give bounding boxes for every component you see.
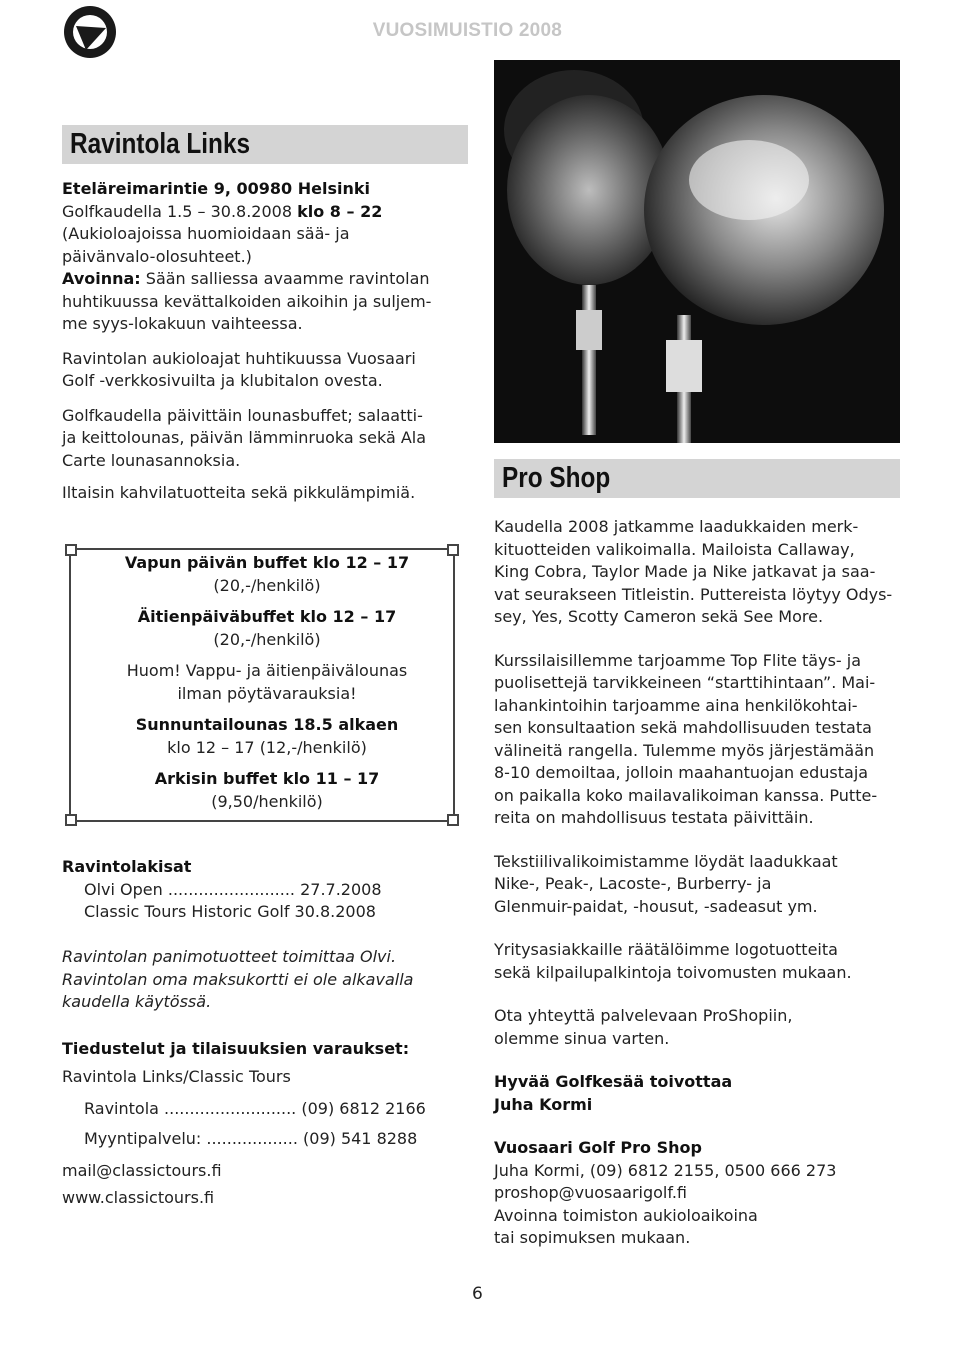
ps-c2: Nike-, Peak-, Lacoste-, Burberry- ja xyxy=(494,874,772,893)
ps-e1: Ota yhteyttä palvelevaan ProShopiin, xyxy=(494,1006,793,1025)
box-line-10: (9,50/henkilö) xyxy=(211,791,323,811)
address: Eteläreimarintie 9, 00980 Helsinki xyxy=(62,179,370,198)
box-line-8: klo 12 – 17 (12,-/henkilö) xyxy=(167,737,367,757)
notes-section xyxy=(62,946,472,1014)
proshop-title-text: Pro Shop xyxy=(502,462,611,494)
note-1: Ravintolan panimotuotteet toimittaa Olvi. xyxy=(62,947,397,966)
phone-sales: Myyntipalvelu: .................. (09) 541 8288 xyxy=(84,1128,418,1148)
ps-b1: Kurssilaisillemme tarjoamme Top Flite täys- ja xyxy=(494,650,862,670)
box-line-9: Arkisin buffet klo 11 – 17 xyxy=(154,769,380,788)
section-title-ravintola xyxy=(62,125,468,164)
box-line-1: Vapun päivän buffet klo 12 – 17 xyxy=(124,553,410,572)
ps-f2: Juha Kormi xyxy=(494,1094,593,1114)
ps-b5: välineitä rangella. Tulemme myös järjestämään xyxy=(494,740,875,760)
open-label: Avoinna: xyxy=(62,269,141,288)
ps-g4: Avoinna toimiston aukioloaikoina xyxy=(494,1205,758,1225)
box-line-2: (20,-/henkilö) xyxy=(213,575,321,595)
ps-g5: tai sopimuksen mukaan. xyxy=(494,1228,691,1247)
section-title-text: Ravintola Links xyxy=(70,128,251,160)
note-3: kaudella käytössä. xyxy=(62,992,212,1011)
event-2: Classic Tours Historic Golf 30.8.2008 xyxy=(84,902,376,921)
ps-g2: Juha Kormi, (09) 6812 2155, 0500 666 273 xyxy=(494,1160,837,1180)
ps-a4: vat seurakseen Titleistin. Puttereista löytyy Odys- xyxy=(494,584,893,604)
ps-a2: kituotteiden valikoimalla. Mailoista Callaway, xyxy=(494,539,855,559)
ps-d1: Yritysasiakkaille räätälöimme logotuotteita xyxy=(494,940,838,959)
buffet-info xyxy=(66,552,468,813)
golf-clubs-photo xyxy=(494,60,900,443)
hours-line-1: Ravintolan aukioloajat huhtikuussa Vuosaari xyxy=(62,348,416,368)
ps-e2: olemme sinua varten. xyxy=(494,1028,670,1048)
open-text: Sään salliessa avaamme ravintolan xyxy=(140,269,430,288)
season-note-1: (Aukioloajoissa huomioidaan sää- ja xyxy=(62,224,350,243)
box-line-7: Sunnuntailounas 18.5 alkaen xyxy=(135,715,399,734)
header-title: VUOSIMUISTIO 2008 xyxy=(372,20,562,41)
ps-b2: puolisettejä tarvikkeineen “starttihintaan”. Mai- xyxy=(494,673,876,692)
ps-b6: 8-10 demoiltaa, jolloin maahantuojan edustaja xyxy=(494,763,869,782)
box-line-5: Huom! Vappu- ja äitienpäivälounas xyxy=(126,661,408,680)
phone-restaurant: Ravintola .......................... (09) 6812 2166 xyxy=(84,1099,426,1118)
contact-section xyxy=(62,1038,482,1209)
season-line xyxy=(62,201,472,224)
events-section xyxy=(62,856,472,924)
hours-line-2: Golf -verkkosivuilta ja klubitalon ovesta. xyxy=(62,371,383,390)
evening-line: Iltaisin kahvilatuotteita sekä pikkulämpimiä. xyxy=(62,483,416,502)
lunch-line-3: Carte lounasannoksia. xyxy=(62,450,241,470)
open-line-2: huhtikuussa kevättalkoiden aikoihin ja suljem- xyxy=(62,291,432,311)
season-dates: Golfkaudella 1.5 – 30.8.2008 xyxy=(62,201,298,221)
ps-g3: proshop@vuosaarigolf.fi xyxy=(494,1183,687,1202)
page-number: 6 xyxy=(472,1284,483,1304)
restaurant-info xyxy=(62,178,472,505)
open-line xyxy=(62,268,472,291)
ps-f1: Hyvää Golfkesää toivottaa xyxy=(494,1072,733,1091)
lunch-line-2: ja keittolounas, päivän lämminruoka sekä Ala xyxy=(62,428,427,447)
event-1: Olvi Open ......................... 27.7.2008 xyxy=(84,879,382,899)
contact-email: mail@classictours.fi xyxy=(62,1161,222,1180)
ps-g1: Vuosaari Golf Pro Shop xyxy=(494,1138,702,1157)
box-line-3: Äitienpäiväbuffet klo 12 – 17 xyxy=(137,607,397,626)
events-title: Ravintolakisat xyxy=(62,857,192,876)
ps-b8: reita on mahdollisuus testata päivittäin. xyxy=(494,808,814,827)
contact-org: Ravintola Links/Classic Tours xyxy=(62,1066,291,1086)
ps-a5: sey, Yes, Scotty Cameron sekä See More. xyxy=(494,607,824,626)
lunch-line-1: Golfkaudella päivittäin lounasbuffet; salaatti- xyxy=(62,405,423,425)
ps-a1: Kaudella 2008 jatkamme laadukkaiden merk- xyxy=(494,517,859,536)
ps-b3: lahankintoihin tarjoamme aina henkilökohtai- xyxy=(494,695,858,715)
open-line-3: me syys-lokakuun vaihteessa. xyxy=(62,314,303,333)
section-title-proshop xyxy=(494,459,900,498)
proshop-info xyxy=(494,516,904,1250)
logo-icon xyxy=(64,6,116,58)
box-line-4: (20,-/henkilö) xyxy=(213,629,321,649)
season-note-2: päivänvalo-olosuhteet.) xyxy=(62,246,252,266)
contact-title: Tiedustelut ja tilaisuuksien varaukset: xyxy=(62,1039,410,1058)
ps-a3: King Cobra, Taylor Made ja Nike jatkavat ja saa- xyxy=(494,562,876,581)
box-line-6: ilman pöytävarauksia! xyxy=(177,683,357,703)
ps-b7: on paikalla koko mailavalikoiman kanssa. Putte- xyxy=(494,785,878,805)
contact-web: www.classictours.fi xyxy=(62,1187,215,1207)
season-hours: klo 8 – 22 xyxy=(297,201,383,221)
ps-c3: Glenmuir-paidat, -housut, -sadeasut ym. xyxy=(494,896,818,916)
ps-d2: sekä kilpailupalkintoja toivomusten mukaan. xyxy=(494,962,852,982)
ps-b4: sen konsultaation sekä mahdollisuuden testata xyxy=(494,718,872,737)
note-2: Ravintolan oma maksukortti ei ole alkavalla xyxy=(62,969,414,989)
ps-c1: Tekstiilivalikoimistamme löydät laadukkaat xyxy=(494,851,838,871)
